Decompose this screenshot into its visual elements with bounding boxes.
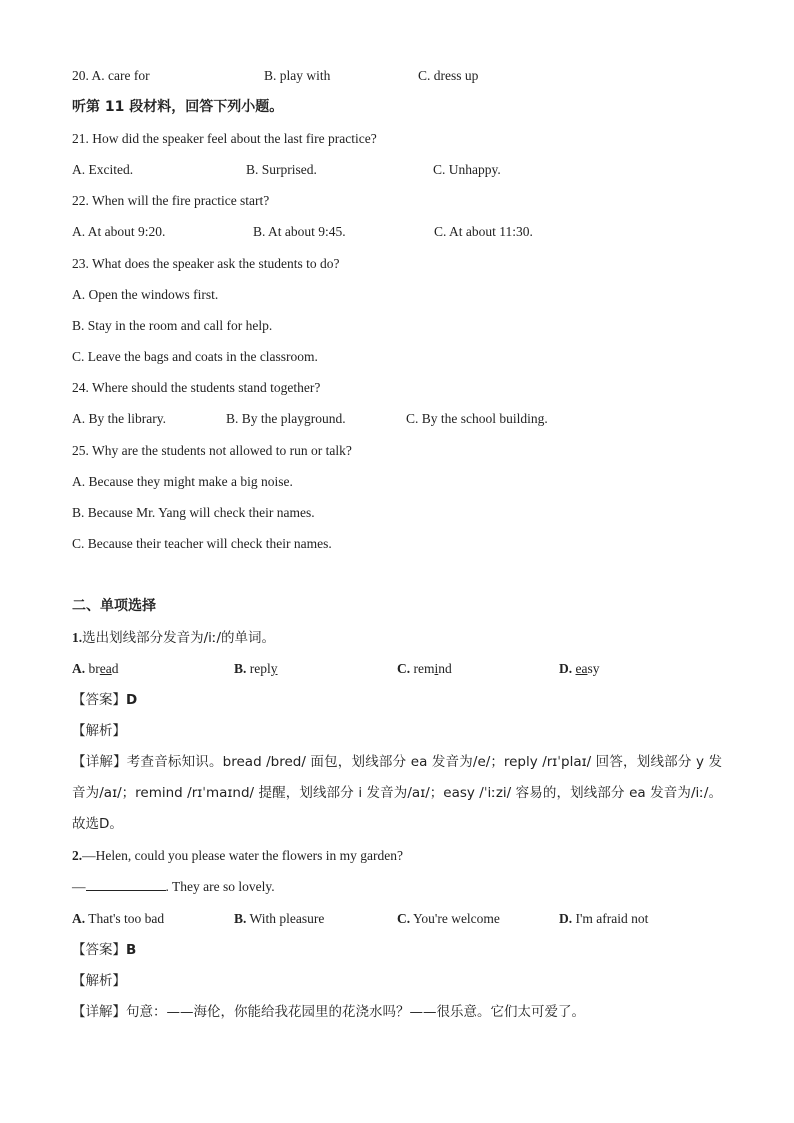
q25-option-c: C. Because their teacher will check their names. [72,536,332,551]
mc1-option-d [559,660,600,678]
q20-option-b: B. play with [264,68,331,83]
mc2-detail-text: 句意：——海伦，你能给我花园里的花浇水吗？——很乐意。它们太可爱了。 [126,1004,585,1020]
mc1-analysis-label: 【解析】 [72,723,126,739]
mc1-detail [72,747,722,840]
mc2-option-c [397,910,500,928]
mc2-option-a-label: A. [72,911,86,926]
q24-question: 24. Where should the students stand together? [72,380,321,395]
mc1-option-c-pre: rem [410,661,435,676]
mc2-option-a [72,910,164,928]
q22-option-c: C. At about 11:30. [434,224,533,239]
mc1-option-c-underlined: i [434,661,439,676]
mc2-option-b-label: B. [234,911,247,926]
mc2-analysis-label: 【解析】 [72,973,126,989]
part2-heading: 二、单项选择 [72,598,156,614]
q23-question: 23. What does the speaker ask the students to do? [72,256,340,271]
mc2-option-d-label: D. [559,911,573,926]
mc1-option-d-underlined: ea [575,661,588,676]
q24-option-c: C. By the school building. [406,411,548,426]
mc1-option-a [72,660,118,678]
q20-option-c: C. dress up [418,68,479,83]
q23-option-a: A. Open the windows first. [72,287,219,302]
q21-option-b: B. Surprised. [246,162,317,177]
q23-option-b: B. Stay in the room and call for help. [72,318,273,333]
q22-option-a: A. At about 9:20. [72,224,166,239]
mc1-option-a-label: A. [72,661,86,676]
mc1-option-d-label: D. [559,661,573,676]
mc2-option-b-text: With pleasure [246,911,325,926]
mc1-option-b-underlined: y [270,661,278,676]
mc1-analysis-tag [72,722,126,740]
mc1-stem-text: 选出划线部分发音为/iː/的单词。 [82,630,276,646]
mc2-detail [72,1003,585,1021]
mc1-option-c [397,660,452,678]
q25-question: 25. Why are the students not allowed to run or talk? [72,443,352,458]
q21-question: 21. How did the speaker feel about the last fire practice? [72,131,377,146]
q24-option-a: A. By the library. [72,411,166,426]
q20-option-a: 20. A. care for [72,68,150,83]
mc1-option-c-label: C. [397,661,411,676]
mc1-stem [72,629,275,647]
mc2-option-d-text: I'm afraid not [572,911,649,926]
q25-option-b: B. Because Mr. Yang will check their names. [72,505,315,520]
mc2-stem [72,847,403,865]
mc2-stem-text: —Helen, could you please water the flowers in my garden? [82,848,404,863]
q23-option-c: C. Leave the bags and coats in the classroom. [72,349,318,364]
mc2-answer-blank [86,878,166,891]
mc1-option-a-post: d [111,661,119,676]
mc2-reply-rest: . They are so lovely. [165,879,275,894]
mc2-option-b [234,910,324,928]
mc1-option-d-post: sy [587,661,600,676]
section-heading: 听第 11 段材料，回答下列小题。 [72,99,284,115]
q21-option-c: C. Unhappy. [433,162,501,177]
mc1-option-b-label: B. [234,661,247,676]
mc1-option-b-pre: repl [246,661,271,676]
mc2-reply [72,878,275,896]
mc1-option-a-underlined: ea [99,661,112,676]
mc1-option-a-pre: br [85,661,100,676]
mc2-option-a-text: That's too bad [85,911,165,926]
mc2-number: 2. [72,848,83,863]
mc2-option-c-text: You're welcome [410,911,500,926]
mc2-analysis-tag [72,972,126,990]
mc1-option-c-post: nd [438,661,452,676]
q24-option-b: B. By the playground. [226,411,346,426]
mc1-number: 1. [72,630,83,645]
mc1-detail-tag: 【详解】 [72,754,127,770]
mc2-answer-tag: 【答案】 [72,942,126,958]
mc2-option-c-label: C. [397,911,411,926]
mc2-answer [72,941,136,959]
mc1-detail-text: 考查音标知识。bread /bred/ 面包，划线部分 ea 发音为/e/；reply /rɪˈplaɪ/ 回答，划线部分 y 发音为/aɪ/；remind /rɪˈmaɪnd/ 提醒，划线部分 i 发音为/aɪ/；easy /ˈiːzi/ 容易的，划线部分 ea 发音为/iː/。故选D。 [72,754,723,832]
mc2-reply-dash: — [72,879,86,894]
mc2-option-d [559,910,648,928]
mc1-option-b [234,660,278,678]
q21-option-a: A. Excited. [72,162,134,177]
q22-question: 22. When will the fire practice start? [72,193,270,208]
mc2-answer-value: B [126,942,137,958]
q22-option-b: B. At about 9:45. [253,224,346,239]
q25-option-a: A. Because they might make a big noise. [72,474,293,489]
mc1-answer [72,691,137,709]
mc2-detail-tag: 【详解】 [72,1004,126,1020]
mc1-answer-value: D [126,692,138,708]
mc1-answer-tag: 【答案】 [72,692,126,708]
